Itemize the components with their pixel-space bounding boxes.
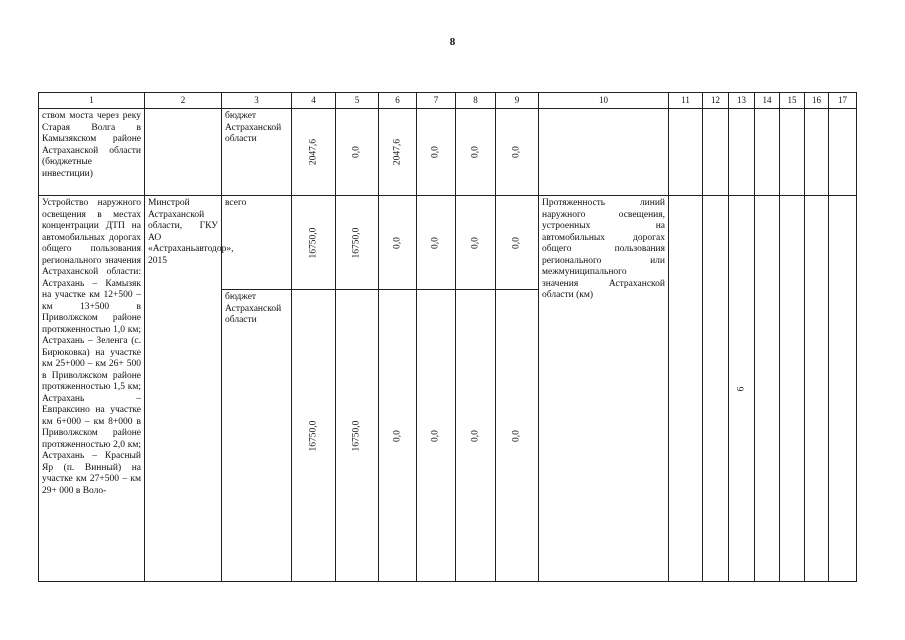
col-header-16: 16 [805,93,829,109]
executor-cell: Минстрой Астраханской области, ГКУ АО «Астраханьавтодор», 2015 [148,198,234,266]
col-header-9: 9 [496,93,539,109]
value-cell: 0,0 [469,429,480,442]
col-header-12: 12 [703,93,729,109]
col-header-11: 11 [669,93,703,109]
table-row [39,196,857,290]
value-cell: 16750,0 [351,227,362,258]
col-header-5: 5 [336,93,379,109]
value-cell: 0,0 [511,429,522,442]
funding-source: всего [225,198,247,208]
measure-description: ством моста через реку Старая Волга в Камызякском районе Астраханской области (бюджетные инвестиции) [42,111,141,179]
value-cell: 0,0 [469,146,480,158]
value-cell: 6 [735,386,746,391]
col-header-3: 3 [222,93,292,109]
value-cell: 0,0 [430,236,441,249]
col-header-13: 13 [729,93,755,109]
col-header-10: 10 [539,93,669,109]
col-header-14: 14 [755,93,780,109]
col-header-2: 2 [145,93,222,109]
value-cell: 0,0 [430,429,441,442]
funding-source: бюджет Астраханской области [225,111,282,144]
value-cell: 16750,0 [351,420,362,451]
value-cell: 0,0 [391,236,402,249]
program-table [38,92,857,582]
col-header-4: 4 [292,93,336,109]
col-header-6: 6 [379,93,417,109]
value-cell: 0,0 [430,146,441,158]
value-cell: 0,0 [511,236,522,249]
col-header-7: 7 [417,93,456,109]
value-cell: 2047,6 [307,138,318,166]
value-cell: 0,0 [391,429,402,442]
column-number-row [39,93,857,109]
page-number: 8 [449,36,456,48]
table-row [39,109,857,196]
measure-description: Устройство наружного освещения в местах концентрации ДТП на автомобильных дорогах общего пользования регионального значения Астраханской области: Астрахань – Камызяк на участке км 12+500 – км 13+500 в Приволжском районе протяженностью 1,0 км; Астрахань – Зеленга (с. Бирюковка) на участке км 25+000 – км 26+ 500 в Приволжском районе протяженностью 1,5 км; Астрахань – Евпраксино на участке км 6+000 – км 8+000 в Приволжском районе протяженностью 2,0 км; Астрахань – Красный Яр (п. Винный) на участке км 27+500 – км 29+ 000 в Воло- [42,198,141,496]
col-header-15: 15 [780,93,805,109]
value-cell: 2047,6 [391,138,402,166]
col-header-8: 8 [456,93,496,109]
funding-source: бюджет Астраханской области [225,292,282,325]
col-header-1: 1 [39,93,145,109]
indicator-cell: Протяженность линий наружного освещения, устроенных на автомобильных дорогах общего пользования регионального или межмуниципального значения Астраханской области (км) [542,198,665,300]
value-cell: 16750,0 [307,227,318,258]
value-cell: 16750,0 [307,420,318,451]
value-cell: 0,0 [511,146,522,158]
value-cell: 0,0 [351,146,362,158]
value-cell: 0,0 [469,236,480,249]
col-header-17: 17 [829,93,857,109]
